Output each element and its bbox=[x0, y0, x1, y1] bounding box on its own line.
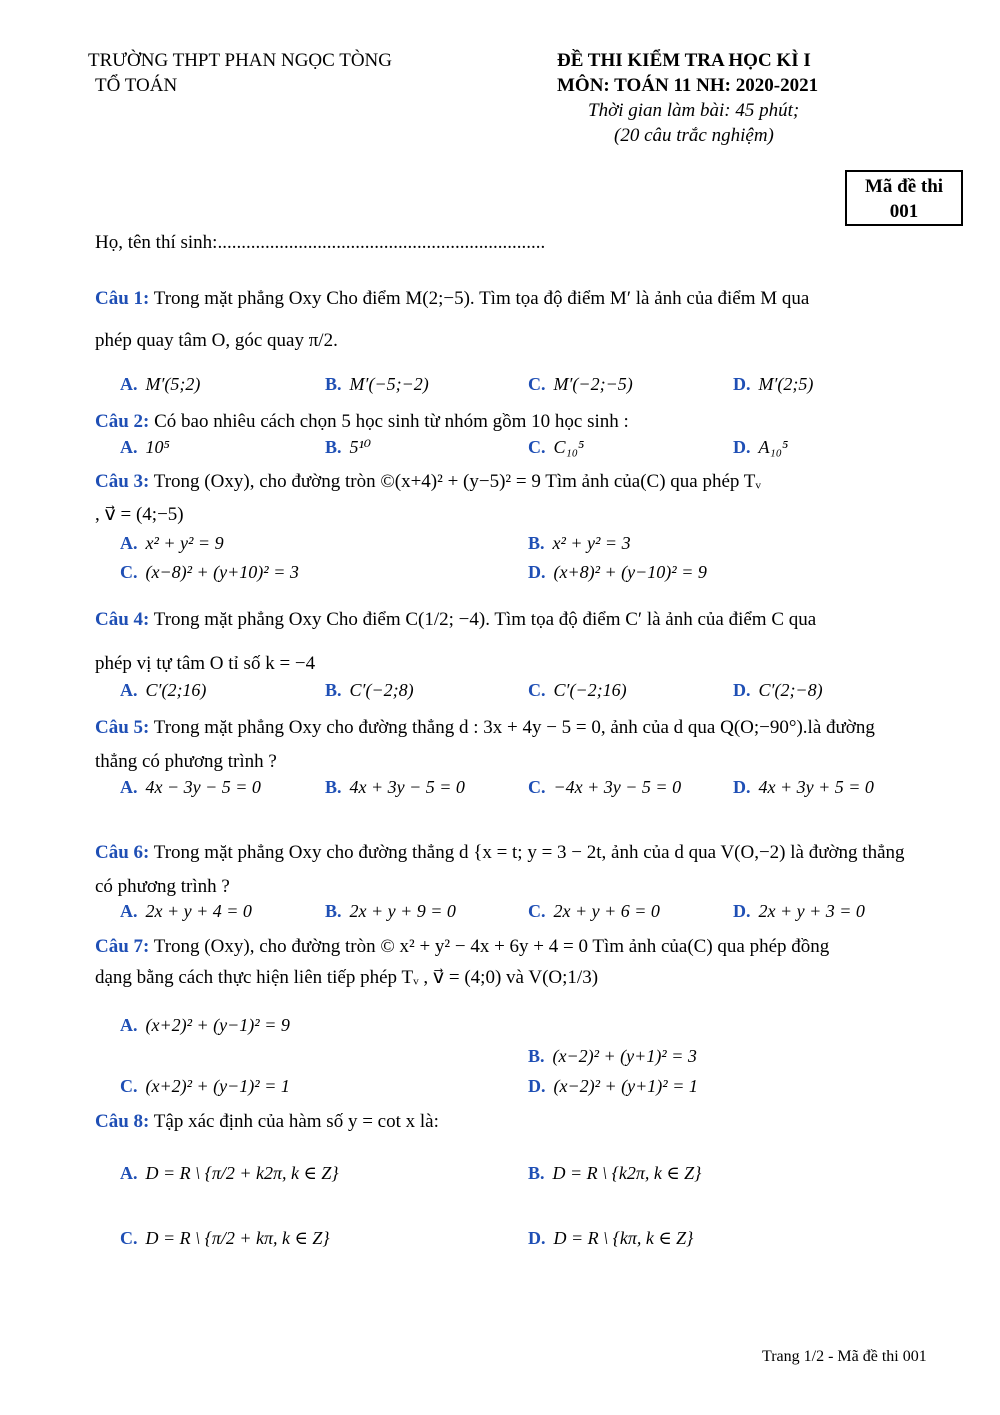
q4-option-d[interactable]: D. C′(2;−8) bbox=[733, 680, 823, 700]
q4-option-b[interactable]: B. C′(−2;8) bbox=[325, 680, 414, 700]
question-7-cont: dạng bằng cách thực hiện liên tiếp phép Tᵥ , v⃗ = (4;0) và V(O;1/3) bbox=[95, 967, 599, 988]
question-5: Câu 5: Trong mặt phẳng Oxy cho đường thẳng d : 3x + 4y − 5 = 0, ảnh của d qua Q(O;−90°).là đường bbox=[95, 717, 875, 738]
question-3-cont: , v⃗ = (4;−5) bbox=[95, 504, 184, 525]
q2-option-b[interactable]: B. 5¹⁰ bbox=[325, 437, 372, 457]
q1-option-d[interactable]: D. M′(2;5) bbox=[733, 374, 814, 394]
question-6: Câu 6: Trong mặt phẳng Oxy cho đường thẳng d {x = t; y = 3 − 2t, ảnh của d qua V(O,−2) là đường thẳng bbox=[95, 842, 905, 863]
q6-option-a[interactable]: A. 2x + y + 4 = 0 bbox=[120, 901, 252, 921]
q3-option-a[interactable]: A. x² + y² = 9 bbox=[120, 533, 224, 553]
question-3: Câu 3: Trong (Oxy), cho đường tròn ©(x+4)² + (y−5)² = 9 Tìm ảnh của(C) qua phép Tᵥ bbox=[95, 471, 761, 492]
question-1-cont: phép quay tâm O, góc quay π/2. bbox=[95, 330, 338, 351]
department: TỔ TOÁN bbox=[95, 75, 178, 96]
q5-option-c[interactable]: C. −4x + 3y − 5 = 0 bbox=[528, 777, 682, 797]
q8-option-b[interactable]: B. D = R \ {k2π, k ∈ Z} bbox=[528, 1163, 702, 1183]
q5-option-a[interactable]: A. 4x − 3y − 5 = 0 bbox=[120, 777, 261, 797]
q8-option-a[interactable]: A. D = R \ {π/2 + k2π, k ∈ Z} bbox=[120, 1163, 339, 1183]
q1-option-a[interactable]: A. M′(5;2) bbox=[120, 374, 201, 394]
q2-option-d[interactable]: D. A₁₀⁵ bbox=[733, 437, 789, 457]
q2-option-c[interactable]: C. C₁₀⁵ bbox=[528, 437, 585, 457]
q7-option-a[interactable]: A. (x+2)² + (y−1)² = 9 bbox=[120, 1015, 290, 1035]
q7-option-b[interactable]: B. (x−2)² + (y+1)² = 3 bbox=[528, 1046, 697, 1066]
exam-duration: Thời gian làm bài: 45 phút; bbox=[588, 100, 800, 121]
q1-option-c[interactable]: C. M′(−2;−5) bbox=[528, 374, 633, 394]
question-count: (20 câu trắc nghiệm) bbox=[614, 125, 774, 146]
exam-code-label: Mã đề thi bbox=[864, 176, 944, 197]
question-4-cont: phép vị tự tâm O tỉ số k = −4 bbox=[95, 653, 316, 674]
q7-option-d[interactable]: D. (x−2)² + (y+1)² = 1 bbox=[528, 1076, 698, 1096]
question-8: Câu 8: Tập xác định của hàm số y = cot x là: bbox=[95, 1111, 439, 1132]
question-5-cont: thẳng có phương trình ? bbox=[95, 751, 277, 772]
q5-option-d[interactable]: D. 4x + 3y + 5 = 0 bbox=[733, 777, 874, 797]
exam-code-box bbox=[845, 170, 963, 226]
q6-option-b[interactable]: B. 2x + y + 9 = 0 bbox=[325, 901, 456, 921]
q5-option-b[interactable]: B. 4x + 3y − 5 = 0 bbox=[325, 777, 465, 797]
exam-code-value: 001 bbox=[889, 201, 919, 222]
question-6-cont: có phương trình ? bbox=[95, 876, 230, 897]
q3-option-d[interactable]: D. (x+8)² + (y−10)² = 9 bbox=[528, 562, 707, 582]
question-4: Câu 4: Trong mặt phẳng Oxy Cho điểm C(1/2; −4). Tìm tọa độ điểm C′ là ảnh của điểm C qua bbox=[95, 609, 817, 630]
question-2: Câu 2: Có bao nhiêu cách chọn 5 học sinh từ nhóm gồm 10 học sinh : bbox=[95, 411, 629, 432]
q3-option-c[interactable]: C. (x−8)² + (y+10)² = 3 bbox=[120, 562, 299, 582]
school-name: TRƯỜNG THPT PHAN NGỌC TÒNG bbox=[88, 50, 392, 71]
q8-option-c[interactable]: C. D = R \ {π/2 + kπ, k ∈ Z} bbox=[120, 1228, 330, 1248]
q2-option-a[interactable]: A. 10⁵ bbox=[120, 437, 170, 457]
q7-option-c[interactable]: C. (x+2)² + (y−1)² = 1 bbox=[120, 1076, 290, 1096]
question-1 bbox=[95, 288, 809, 310]
page-footer: Trang 1/2 - Mã đề thi 001 bbox=[762, 1348, 927, 1365]
q4-option-a[interactable]: A. C′(2;16) bbox=[120, 680, 207, 700]
exam-title: ĐỀ THI KIỂM TRA HỌC KÌ I bbox=[557, 50, 811, 71]
q6-option-c[interactable]: C. 2x + y + 6 = 0 bbox=[528, 901, 660, 921]
question-label: Câu 1: bbox=[95, 288, 150, 309]
exam-subject: MÔN: TOÁN 11 NH: 2020-2021 bbox=[557, 75, 819, 96]
question-7: Câu 7: Trong (Oxy), cho đường tròn © x² + y² − 4x + 6y + 4 = 0 Tìm ảnh của(C) qua phép đồng bbox=[95, 936, 830, 957]
question-text: Trong mặt phẳng Oxy Cho điểm M(2;−5). Tìm tọa độ điểm M′ là ảnh của điểm M qua bbox=[153, 288, 810, 309]
q6-option-d[interactable]: D. 2x + y + 3 = 0 bbox=[733, 901, 865, 921]
student-name-line: Họ, tên thí sinh:..................................................................... bbox=[95, 232, 546, 253]
q1-option-b[interactable]: B. M′(−5;−2) bbox=[325, 374, 429, 394]
q4-option-c[interactable]: C. C′(−2;16) bbox=[528, 680, 627, 700]
q8-option-d[interactable]: D. D = R \ {kπ, k ∈ Z} bbox=[528, 1228, 694, 1248]
q3-option-b[interactable]: B. x² + y² = 3 bbox=[528, 533, 631, 553]
